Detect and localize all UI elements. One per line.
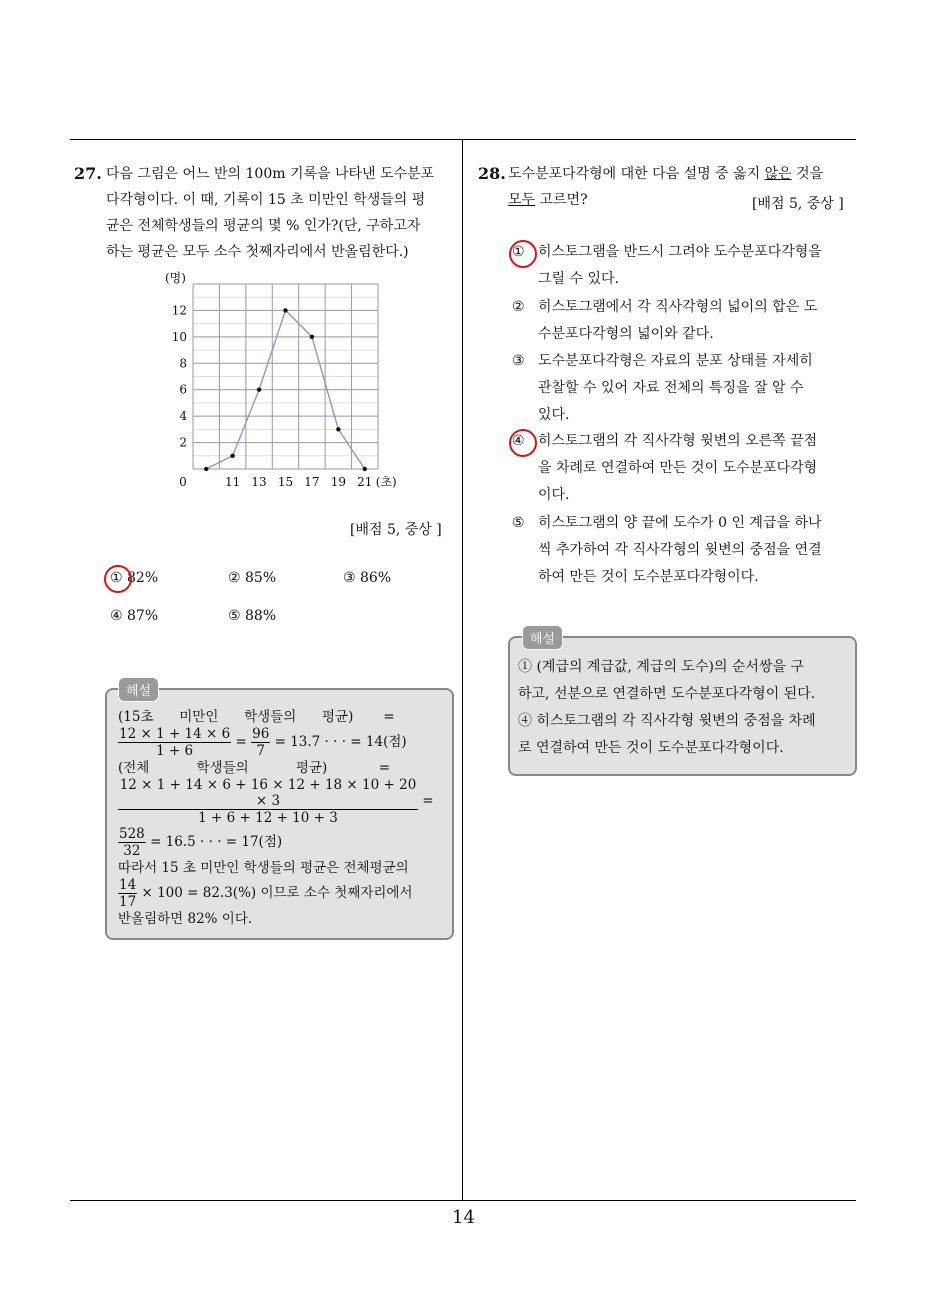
option-1-mark[interactable]: ① [512,244,525,260]
page-number: 14 [452,1207,475,1228]
explanation-tag-28: 해설 [522,625,563,650]
option-2-mark[interactable]: ② [512,299,525,315]
y-tick-label: 2 [179,435,187,450]
choice-1[interactable]: ① 82% [110,570,159,586]
question-27-score: [배점 5, 중상 ] [350,522,442,538]
data-point [230,454,234,458]
expl-line: 하고, 선분으로 연결하면 도수분포다각형이 된다. [518,686,816,702]
expl-line: ① (계급의 계급값, 계급의 도수)의 순서쌍을 구 [518,659,804,675]
expl-line: (15초 미만인 학생들의 평균) = [118,709,395,725]
q27-line: 하는 평균은 모두 소수 첫째자리에서 반올림한다.) [106,244,409,260]
expl-formula-1: $\frac{12 \times 1 + 14 \times 6}{1 + 6}$ = $\frac{96}{7}$ = 13.7 · · · = 14(점) [119,726,407,759]
x-axis-label: (초) [375,475,397,489]
expl-formula-2: $\frac{12 \times 1 + 14 \times 6 + 16 \times 12 + 18 \times 10 + 20 \times 3}{1 + 6 + 12 + 10 + 3}$ = [119,777,434,826]
data-point [363,467,367,471]
data-point [283,308,287,312]
option-2-text: 히스토그램에서 각 직사각형의 넓이의 합은 도 수분포다각형의 넓이와 같다. [538,299,818,342]
y-tick-label: 4 [179,409,187,424]
x-tick-label: 19 [330,475,346,489]
answer-circle-mark [104,565,132,593]
fraction: $\frac{12 \times 1 + 14 \times 6 + 16 \times 12 + 18 \times 10 + 20 \times 3}{1 + 6 + 12 + 10 + 3}$ [119,777,417,826]
option-3-text: 도수분포다각형은 자료의 분포 상태를 자세히 관찰할 수 있어 자료 전체의 특징을 잘 알 수 있다. [538,353,813,423]
y-tick-label: 6 [179,382,187,397]
expl-line: 따라서 15 초 미만인 학생들의 평균은 전체평균의 [118,860,409,876]
bottom-rule [70,1200,856,1201]
fraction: $\frac{96}{7}$ [252,726,270,759]
question-28-number: 28. [478,164,506,183]
y-tick-label: 12 [171,303,187,318]
question-28-text: 도수분포다각형에 대한 다음 설명 중 옳지 않은 것을 모두 고르면? [508,166,824,208]
option-5-text: 히스토그램의 양 끝에 도수가 0 인 계급을 하나 씩 추가하여 각 직사각형의 윗변의 중점을 연결 하여 만든 것이 도수분포다각형이다. [538,515,822,585]
fraction: $\frac{528}{32}$ [119,826,145,859]
option-1-text: 히스토그램을 반드시 그려야 도수분포다각형을 그릴 수 있다. [538,244,822,287]
x-tick-label: 15 [277,475,294,489]
frequency-polygon-chart [160,270,400,496]
explanation-28-content [518,654,848,762]
x-tick-label: 0 [179,475,187,489]
column-divider [462,139,463,1200]
x-tick-label: 11 [225,475,241,489]
choice-3[interactable]: ③ 86% [343,570,392,586]
choice-5[interactable]: ⑤ 88% [228,608,277,624]
option-4-text: 히스토그램의 각 직사각형 윗변의 오른쪽 끝점 을 차례로 연결하여 만든 것이 도수분포다각형 이다. [538,433,818,503]
data-point [336,427,340,431]
x-tick-label: 13 [251,475,267,489]
question-28-score: [배점 5, 중상 ] [752,196,844,212]
y-tick-label: 10 [171,329,187,344]
question-27-text [106,161,454,265]
option-3-mark[interactable]: ③ [512,353,525,369]
choice-2[interactable]: ② 85% [228,570,277,586]
data-point [310,335,314,339]
x-tick-label: 17 [304,475,320,489]
y-axis-label: (명) [165,271,186,285]
top-rule [70,139,856,140]
answer-circle-mark [509,429,537,457]
choice-4[interactable]: ④ 87% [110,608,159,624]
q27-line: 다음 그림은 어느 반의 100m 기록을 나타낸 도수분포 [106,166,435,182]
expl-line: ④ 히스토그램의 각 직사각형 윗변의 중점을 차례 [518,713,816,729]
expl-line: 로 연결하여 만든 것이 도수분포다각형이다. [518,740,784,756]
option-5-mark[interactable]: ⑤ [512,515,525,531]
expl-line: (전체 학생들의 평균) = [118,760,391,776]
expl-formula-4: $\frac{14}{17}$ × 100 = 82.3(%) 이므로 소수 첫째자리에서 [119,877,413,910]
expl-line: 반올림하면 82% 이다. [118,911,253,927]
explanation-27-content [118,708,443,928]
fraction: $\frac{12 \times 1 + 14 \times 6}{1 + 6}$ [119,726,231,759]
answer-circle-mark [509,240,537,268]
q27-line: 균은 전체학생들의 평균의 몇 % 인가?(단, 구하고자 [106,218,421,234]
data-point [257,388,261,392]
option-4-mark[interactable]: ④ [512,433,525,449]
y-tick-label: 8 [179,356,187,371]
fraction: $\frac{14}{17}$ [119,877,137,910]
x-tick-label: 21 [357,475,373,489]
question-27-number: 27. [74,164,102,183]
data-point [204,467,208,471]
q27-line: 다각형이다. 이 때, 기록이 15 초 미만인 학생들의 평 [106,192,426,208]
explanation-tag-27: 해설 [118,677,159,702]
expl-formula-3: $\frac{528}{32}$ = 16.5 · · · = 17(점) [119,826,283,859]
